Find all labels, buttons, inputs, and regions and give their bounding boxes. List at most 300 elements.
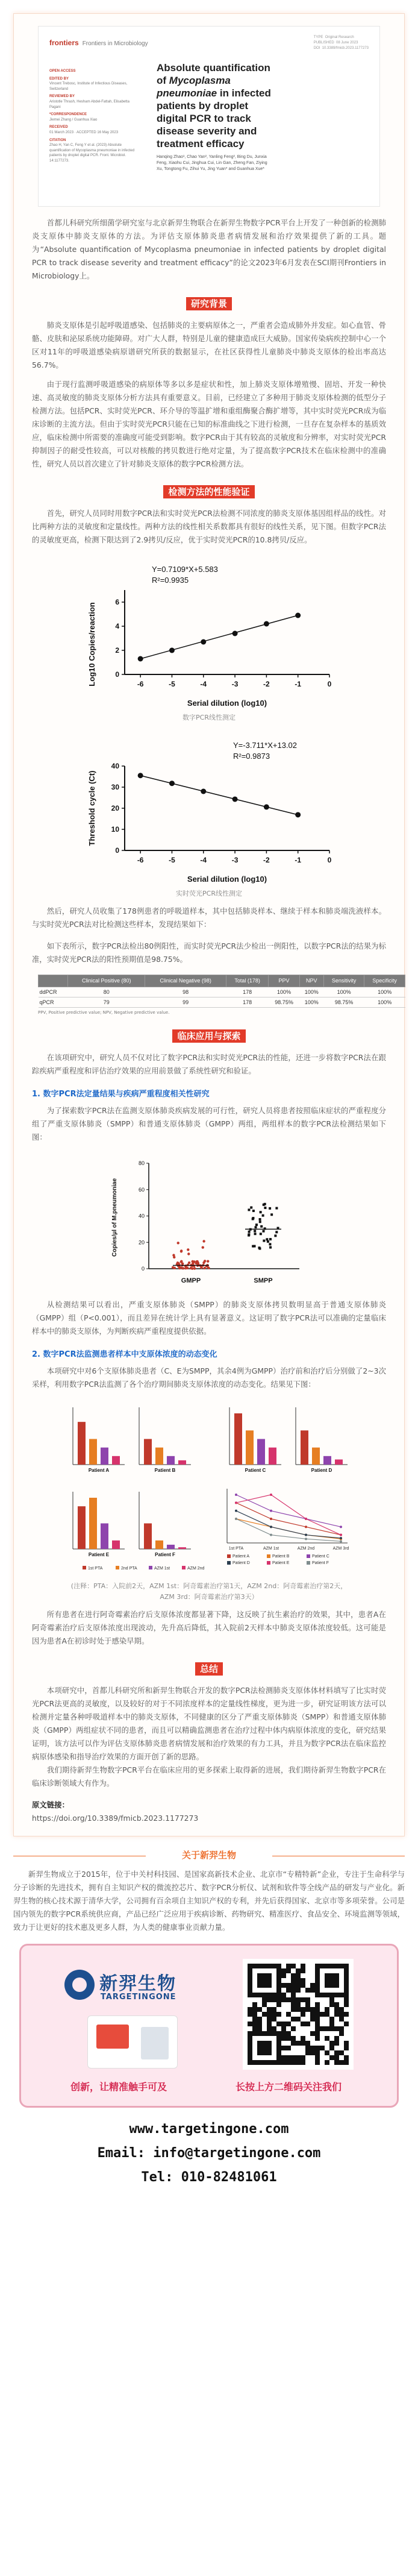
qr-module — [310, 2017, 315, 2022]
qr-module — [315, 2050, 320, 2055]
fig4-caption-1: (注释：PTA：入院前2天，AZM 1st：阿奇霉素治疗第1天，AZM 2nd：阿奇霉素治疗第2天， — [70, 1582, 348, 1590]
gmpp-point — [178, 1267, 181, 1269]
y-tick-label: 20 — [111, 804, 119, 812]
qr-module — [296, 1968, 301, 1973]
table-header: PPV — [269, 975, 299, 987]
table-header: Total (178) — [226, 975, 269, 987]
patient-bar — [246, 1430, 254, 1465]
patient-point — [235, 1518, 237, 1520]
legend-label: Patient D — [232, 1561, 250, 1565]
legend-label: AZM 2nd — [187, 1566, 205, 1571]
y-tick-label: 60 — [138, 1186, 145, 1193]
legend-swatch — [227, 1561, 231, 1565]
section-title-summary: 总结 — [195, 1662, 223, 1676]
subsection-1-text-2: 从检测结果可以看出，严重支原体肺炎（SMPP）的肺炎支原体拷贝数明显高于普通支原体肺炎（GMPP）组（P<0.001），而且差异在统计学上具有显著意义。这证明了数字PCR法可以准确的定量临床样本中的肺炎支原体，为判断疾病严重程度提供依据。 — [32, 1300, 386, 1336]
patient-line — [236, 1495, 341, 1527]
qr-module — [281, 2055, 286, 2060]
qr-module — [296, 2055, 301, 2060]
qr-module — [325, 2050, 329, 2055]
patient-point — [340, 1537, 342, 1539]
patient-bar — [178, 1460, 186, 1465]
legend-swatch — [182, 1566, 186, 1569]
clinical-intro: 在该项研究中，研究人员不仅对比了数字PCR法和实时荧光PCR法的性能，还进一步将数字PCR法在跟踪疾病严重程度和评估治疗效果的应用前景做了系统性研究和验证。 — [32, 1053, 386, 1075]
qr-module — [344, 2046, 349, 2050]
qr-module — [310, 2007, 315, 2012]
qr-module — [325, 2007, 329, 2012]
qr-module — [315, 2002, 320, 2007]
qr-module — [310, 2046, 315, 2050]
y-tick-label: 2 — [115, 646, 119, 655]
qr-module — [252, 2002, 257, 2007]
qr-module — [329, 2017, 334, 2022]
legend-swatch — [149, 1566, 152, 1569]
table-header: Clinical Positive (80) — [68, 975, 145, 987]
qr-module — [248, 2012, 252, 2017]
smpp-point — [248, 1208, 250, 1211]
patient-line — [236, 1503, 341, 1535]
qr-module — [291, 2026, 296, 2031]
qr-module — [301, 2041, 305, 2046]
legend-swatch — [83, 1566, 86, 1569]
smpp-point — [248, 1233, 250, 1236]
qr-module — [329, 2002, 334, 2007]
qr-module — [334, 2055, 339, 2060]
qr-module — [301, 2036, 305, 2041]
patient-bar — [323, 1456, 331, 1465]
fig1-xlabel: Serial dilution (log10) — [187, 699, 267, 708]
qr-module — [329, 1997, 334, 2002]
qr-module — [286, 1964, 291, 1968]
qr-module — [334, 2060, 339, 2065]
qr-module — [281, 1997, 286, 2002]
qr-module — [281, 1993, 286, 1997]
fig2-r2: R²=0.9873 — [233, 752, 270, 761]
qr-module — [339, 2012, 344, 2017]
qr-module — [301, 1964, 305, 1968]
qr-module — [262, 2012, 267, 2017]
qr-module — [339, 2026, 344, 2031]
subsection-2-text-2: 所有患者在进行阿奇霉素治疗后支原体浓度都显著下降，这反映了抗生素治疗的效果，其中，患者A在阿奇霉素治疗后支原体浓度出现波动，先升高后降低，其入院前2天样本中肺炎支原体浓度较低。这可能是因为患者A在初诊时处于感染早期。 — [32, 1610, 386, 1645]
method-paragraph-2: 然后，研究人员收集了178例患者的呼吸道样本，其中包括肺炎样本、继续于样本和肺炎端洗液样本。与实时荧光PCR法对比检测这些样本，发现结果如下： — [32, 906, 386, 929]
qr-module — [291, 2002, 296, 2007]
gmpp-point — [172, 1266, 174, 1269]
company-banner — [19, 1944, 399, 2108]
paper-authors: Hanqing Zhao¹, Chao Yan², Yanling Feng², Bing Du, Junxia Feng, Xiaohu Cui, Jinghua Cui, Lin Gan, Zheng Fan, Ziying Xu, Tongtong Fu, Zihui Yu, Jing Yuan* and Guanhua Xue* — [157, 155, 267, 171]
qr-module — [248, 2007, 252, 2012]
qr-module — [276, 2002, 281, 2007]
patient-bar — [89, 1439, 97, 1465]
qr-module — [272, 2007, 276, 2012]
y-tick-label: 0 — [115, 846, 119, 855]
about-paragraph: 新羿生物成立于2015年，位于中关村科技园、是国家高新技术企业、北京市“专精特新”企业，专注于生命科学与分子诊断的先进技术，拥有自主知识产权的微流控芯片、数字PCR分析仪、试剂和软件等全线产品的研发与产业化。新羿生物的核心技术源于清华大学，公司拥有百余项自主知识产权的专利，并先后获得国家、北京市等多项荣誉。公司是国内领先的数字PCR系统供应商，产品已经广泛应用于疾病诊断、药物研究、精准医疗、食品安全、环境监测等领域，致力于让更好的技术惠及更多人群，为人类的健康事业贡献力量。 — [13, 1870, 405, 1932]
slogan-left: 创新，让精准触手可及 — [70, 2081, 167, 2093]
summary-paragraph: 本项研究中，首都儿科研究所和新羿生物联合开发的数字PCR法检测肺炎支原体体材料填写了比实时荧光PCR法更高的灵敏度，以及较好的对于不同浓度样本的定量线性梯度，更为进一步，研究证明该方法可以检测并定量各种呼吸道样本中的肺炎支原体，不同健康的区分了严重支原体肺炎（SMPP）和普通支原体肺炎（GMPP）两组症状不同的患者，而且可以精确监测患者在治疗过程中体内病原体浓度的变化，研究结果证明，该方法可以作为评估支原体肺炎患者病情发展和治疗效果的有力工具，并且为数字PCR法在临床监控病原体感染和指导治疗效果的方面开创了新的思路。 — [32, 1686, 386, 1761]
data-point — [169, 648, 175, 653]
legend-label: 1st PTA — [88, 1566, 103, 1571]
qr-module — [252, 2017, 257, 2022]
qr-module — [344, 2060, 349, 2065]
smpp-point — [262, 1230, 264, 1233]
qr-finder — [257, 2041, 272, 2055]
qr-module — [305, 2041, 310, 2046]
qr-module — [339, 2031, 344, 2036]
fig2-caption: 实时荧光PCR线性测定 — [176, 890, 242, 897]
gmpp-point — [182, 1267, 184, 1269]
qr-module — [344, 2041, 349, 2046]
qr-code-icon[interactable] — [243, 1959, 354, 2070]
smpp-point — [263, 1204, 265, 1206]
patient-bar — [112, 1541, 120, 1549]
patient-bar — [155, 1448, 163, 1465]
qr-module — [301, 2055, 305, 2060]
qr-module — [344, 2055, 349, 2060]
qr-module — [301, 1983, 305, 1988]
patient-bar — [144, 1439, 152, 1465]
contact-tel[interactable]: Tel: 010-82481061 — [141, 2170, 277, 2185]
legend-swatch — [267, 1554, 270, 1558]
qr-module — [291, 2055, 296, 2060]
qr-module — [291, 1983, 296, 1988]
fit-line — [140, 615, 298, 659]
gmpp-point — [192, 1260, 194, 1263]
qr-module — [291, 2041, 296, 2046]
smpp-point — [260, 1233, 262, 1235]
smpp-point — [269, 1238, 272, 1240]
smpp-point — [260, 1225, 263, 1228]
qr-module — [296, 1983, 301, 1988]
qr-module — [281, 2031, 286, 2036]
qr-module — [334, 2026, 339, 2031]
fit-line — [140, 776, 298, 815]
qr-module — [291, 1997, 296, 2002]
method-paragraph-3: 如下表所示，数字PCR法检出80例阳性，而实时荧光PCR法少检出一例阳性，以数字PCR法的结果为标准，实时荧光PCR法的阳性预期值是98.75%。 — [32, 941, 386, 964]
y-tick-label: 10 — [111, 825, 119, 834]
smpp-point — [274, 1234, 276, 1237]
subsection-1-title: 1. 数字PCR法定量结果与疾病严重程度相关性研究 — [32, 1090, 210, 1099]
x-tick-label: -6 — [137, 680, 144, 688]
x-tick-label: -3 — [231, 856, 239, 864]
qr-module — [296, 2002, 301, 2007]
y-tick-label: 0 — [141, 1266, 145, 1272]
data-point — [264, 621, 269, 627]
qr-module — [267, 2017, 272, 2022]
table-note: PPV, Positive predictive value; NPV, Negative predictive value. — [38, 1010, 170, 1015]
data-point — [201, 639, 206, 645]
qr-module — [315, 2046, 320, 2050]
panel-label: Patient C — [245, 1468, 266, 1473]
patient-point — [340, 1534, 342, 1536]
qr-module — [334, 2036, 339, 2041]
qr-module — [301, 1997, 305, 2002]
qr-module — [329, 2026, 334, 2031]
legend-label: 2nd PTA — [121, 1566, 137, 1571]
qr-module — [296, 1973, 301, 1978]
fig1-caption: 数字PCR线性测定 — [182, 714, 236, 721]
patient-point — [235, 1494, 237, 1496]
line-x-label: AZM 1st — [263, 1547, 279, 1551]
subsection-2-text: 本项研究中对6个支原体肺炎患者（C、E为SMPP，其余4例为GMPP）治疗前和治疗后分别做了2~3次采样，利用数字PCR法监测了各个治疗期间肺炎支原体浓度的动态变化。结果见下图： — [32, 1366, 386, 1389]
patient-bar — [89, 1498, 97, 1549]
qr-module — [320, 2026, 325, 2031]
company-name-cn: 新羿生物 — [99, 1973, 176, 1994]
about-divider — [0, 1849, 418, 1864]
x-tick-label: -5 — [169, 856, 175, 864]
qr-module — [305, 2007, 310, 2012]
qr-module — [344, 2012, 349, 2017]
qr-module — [296, 1997, 301, 2002]
smpp-point — [269, 1207, 271, 1210]
x-tick-label: -6 — [137, 856, 144, 864]
patient-bar — [335, 1460, 343, 1465]
qr-module — [262, 2002, 267, 2007]
qr-module — [272, 2012, 276, 2017]
contact-email[interactable]: Email: info@targetingone.com — [97, 2146, 321, 2161]
intro-paragraph: 首都儿科研究所细菌学研究室与北京新羿生物联合在新羿生物数字PCR平台上开发了一种创新的检测肺炎支原体中肺炎支原体的方法。为评估支原体肺炎患者病情发展和治疗效果提供了新的工具。题为“Absolute quantification of Mycoplasma pneumoniae in infected patients by droplet digital PCR to track disease severity and treatment efficacy”的论文2023年6月发表在SCI期刊Frontiers in Microbiology上。 — [32, 218, 386, 280]
section-title-clinical: 临床应用与探索 — [172, 1029, 245, 1043]
qr-module — [257, 2022, 262, 2026]
qr-module — [296, 1988, 301, 1993]
legend-swatch — [116, 1566, 119, 1569]
qr-module — [320, 2012, 325, 2017]
y-tick-label: 40 — [111, 762, 119, 770]
patient-point — [340, 1525, 342, 1528]
qr-module — [281, 2036, 286, 2041]
y-tick-label: 20 — [138, 1239, 145, 1246]
qr-module — [315, 2026, 320, 2031]
qr-module — [291, 2007, 296, 2012]
patient-point — [270, 1525, 272, 1528]
smpp-point — [269, 1246, 272, 1249]
table-header: NPV — [299, 975, 323, 987]
method-paragraph-1: 首先，研究人员同时用数字PCR法和实时荧光PCR法检测不同浓度的肺炎支原体基因组样品的线性。对比两种方法的灵敏度和定量线性。两种方法的线性相关系数都具有很好的线性关系，见下图。但数字PCR法的灵敏度更高，检测下限达到了2.9拷贝/反应，优于实时荧光PCR的10.8拷贝/反应。 — [32, 509, 386, 544]
qr-module — [272, 1997, 276, 2002]
gmpp-point — [188, 1261, 190, 1264]
qr-module — [344, 2002, 349, 2007]
qr-module — [310, 2012, 315, 2017]
patient-bar — [101, 1524, 108, 1550]
smpp-point — [267, 1240, 269, 1243]
qr-module — [286, 2022, 291, 2026]
qr-module — [339, 2007, 344, 2012]
y-tick-label: 80 — [138, 1160, 145, 1166]
qr-module — [315, 2060, 320, 2065]
data-point — [264, 804, 269, 809]
qr-module — [291, 2060, 296, 2065]
qr-module — [286, 2060, 291, 2065]
patient-point — [270, 1510, 272, 1512]
company-name-en: TARGETINGONE — [101, 1993, 176, 2002]
qr-module — [310, 2050, 315, 2055]
gmpp-point — [204, 1267, 206, 1269]
patient-point — [270, 1494, 272, 1496]
gmpp-point — [177, 1242, 179, 1244]
gmpp-point — [176, 1261, 179, 1264]
qr-module — [315, 2022, 320, 2026]
patient-bar — [234, 1413, 242, 1465]
qr-module — [315, 2017, 320, 2022]
patient-point — [340, 1540, 342, 1542]
smpp-point — [255, 1226, 257, 1228]
subsection-2-title: 2. 数字PCR法监测患者样本中支原体浓度的动态变化 — [32, 1350, 217, 1359]
qr-module — [344, 1997, 349, 2002]
qr-module — [296, 2017, 301, 2022]
qr-module — [267, 2026, 272, 2031]
panel-label: Patient E — [88, 1552, 110, 1557]
qr-module — [267, 2022, 272, 2026]
qr-module — [252, 2012, 257, 2017]
y-tick-label: 6 — [115, 598, 119, 606]
qr-module — [301, 2022, 305, 2026]
qr-module — [281, 1968, 286, 1973]
smpp-point — [263, 1240, 265, 1242]
qr-module — [310, 2031, 315, 2036]
qr-module — [291, 1993, 296, 1997]
qr-finder — [325, 1973, 339, 1988]
smpp-point — [254, 1245, 256, 1248]
qr-module — [329, 2022, 334, 2026]
qr-module — [286, 1968, 291, 1973]
patient-bar — [112, 1456, 120, 1465]
fig3-group-smpp: SMPP — [254, 1277, 273, 1284]
qr-module — [329, 2046, 334, 2050]
line-x-label: 1st PTA — [228, 1547, 244, 1551]
qr-module — [286, 2055, 291, 2060]
data-point — [201, 789, 206, 794]
qr-module — [320, 2046, 325, 2050]
y-tick-label: 4 — [115, 622, 119, 630]
qr-module — [252, 2007, 257, 2012]
y-tick-label: 40 — [138, 1213, 145, 1219]
qr-module — [325, 2060, 329, 2065]
x-tick-label: -3 — [231, 680, 239, 688]
section-title-background: 研究背景 — [186, 297, 232, 310]
fig4-caption-2: AZM 3rd：阿奇霉素治疗第3天） — [160, 1593, 258, 1601]
qr-module — [257, 2026, 262, 2031]
table-header: Clinical Negative (98) — [145, 975, 226, 987]
comparison-table — [38, 975, 405, 1008]
patient-bar — [269, 1448, 276, 1465]
qr-module — [310, 1983, 315, 1988]
qr-module — [339, 2017, 344, 2022]
subsection-1-text: 为了探索数字PCR法在监测支原体肺炎疾病发展的可行性，研究人员将患者按照临床症状的严重程度分组了严重支原体肺炎（SMPP）和普通支原体肺炎（GMPP）两组，两组样本的数字PCR法检测结果如下图： — [32, 1106, 386, 1142]
data-point — [232, 631, 238, 636]
patient-point — [270, 1518, 272, 1520]
qr-module — [286, 1997, 291, 2002]
qr-module — [301, 2012, 305, 2017]
qr-module — [291, 1978, 296, 1983]
patient-bar — [78, 1506, 86, 1549]
qr-module — [305, 2002, 310, 2007]
patient-line — [236, 1519, 341, 1539]
qr-module — [325, 2012, 329, 2017]
table-row: qPCR 79 99 178 98.75% 100% 98.75% 100% — [39, 997, 405, 1008]
paper-sidebar: OPEN ACCESS EDITED BY Vincent Trebosc, Institute of Infectious Diseases, Switzerland REVIEWED BY Aristotle Thrash, Hesham Abdel-Fattah, Elisabetta Pagani *CORRESPONDENCE Jiemei Zhang / Guanhua Xiao RECEIVED 01 March 2023 · ACCEPTED 16 May 2023 CITATION Zhao H, Yan C, Feng Y et al. (2023) Absolute quantification of Mycoplasma pneumoniae in infected patients by droplet digital PCR. Front. Microbiol. 14:1177273. — [49, 69, 135, 163]
patient-point — [305, 1518, 307, 1520]
qr-module — [325, 2026, 329, 2031]
fig2-xlabel: Serial dilution (log10) — [187, 875, 267, 884]
qr-module — [325, 2036, 329, 2041]
article-card — [13, 13, 405, 1836]
about-title: 关于新羿生物 — [181, 1850, 236, 1861]
fig3-ylabel: Copies/μl of M.pneumoniae — [111, 1178, 118, 1257]
gmpp-point — [202, 1246, 204, 1248]
gmpp-point — [173, 1256, 175, 1258]
fig1-r2: R²=0.9935 — [152, 576, 189, 585]
qr-module — [344, 2022, 349, 2026]
qr-module — [291, 2036, 296, 2041]
data-point — [169, 781, 175, 786]
fig2-ylabel: Threshold cycle (Ct) — [87, 770, 96, 846]
patient-bar — [257, 1439, 265, 1465]
smpp-point — [266, 1238, 268, 1240]
device-image-icon — [87, 2015, 178, 2069]
gmpp-point — [207, 1267, 210, 1269]
qr-module — [286, 1988, 291, 1993]
qr-module — [315, 2031, 320, 2036]
legend-swatch — [267, 1561, 270, 1565]
gmpp-point — [204, 1260, 206, 1262]
qr-module — [257, 2017, 262, 2022]
data-point — [138, 773, 143, 778]
qr-module — [286, 2012, 291, 2017]
smpp-point — [269, 1243, 271, 1245]
line-x-label: AZM 3rd — [332, 1547, 349, 1551]
qr-module — [276, 2022, 281, 2026]
legend-swatch — [307, 1561, 310, 1565]
section-title-method: 检测方法的性能验证 — [163, 485, 254, 498]
qr-module — [272, 2026, 276, 2031]
summary-paragraph-2: 我们期待新羿生物数字PCR平台在临床应用的更多探索上取得新的进展，我们期待新羿生物数字PCR在临床诊断领域大有作为。 — [32, 1765, 386, 1788]
paper-title: Absolute quantification of Mycoplasma pneumoniae in infected patients by droplet digital PCR to track disease severity and treatment efficacy — [157, 62, 271, 149]
qr-module — [305, 2046, 310, 2050]
panel-label: Patient F — [155, 1552, 175, 1557]
qr-finder — [257, 1973, 272, 1988]
qr-module — [301, 1968, 305, 1973]
contact-website[interactable]: www.targetingone.com — [129, 2122, 289, 2137]
qr-module — [329, 2041, 334, 2046]
x-tick-label: -5 — [169, 680, 175, 688]
qr-module — [286, 2036, 291, 2041]
legend-label: Patient E — [272, 1561, 290, 1565]
patient-point — [305, 1525, 307, 1528]
smpp-point — [275, 1231, 278, 1233]
gmpp-point — [187, 1252, 190, 1255]
gmpp-point — [186, 1267, 189, 1269]
gmpp-point — [191, 1268, 193, 1270]
gmpp-point — [187, 1248, 189, 1251]
qr-module — [267, 2007, 272, 2012]
qr-module — [339, 2060, 344, 2065]
qr-module — [301, 1978, 305, 1983]
gmpp-point — [207, 1260, 209, 1262]
qr-module — [301, 2007, 305, 2012]
reference: 原文链接： https://doi.org/10.3389/fmicb.2023.1177273 — [32, 1800, 199, 1823]
paper-meta: TYPE Original Research PUBLISHED 08 June 2023 DOI 10.3389/fmicb.2023.1177273 — [313, 36, 369, 50]
legend-swatch — [227, 1554, 231, 1558]
reference-link[interactable]: https://doi.org/10.3389/fmicb.2023.1177273 — [32, 1814, 199, 1823]
qr-module — [296, 2041, 301, 2046]
legend-label: Patient C — [312, 1554, 329, 1559]
gmpp-point — [202, 1240, 205, 1242]
qr-module — [286, 2046, 291, 2050]
panel-label: Patient D — [311, 1468, 332, 1473]
data-point — [232, 796, 238, 802]
qr-module — [315, 2036, 320, 2041]
smpp-point — [252, 1210, 255, 1212]
panel-label: Patient A — [88, 1468, 110, 1473]
patient-dynamics-chart — [58, 1398, 360, 1579]
legend-label: AZM 1st — [154, 1566, 170, 1571]
